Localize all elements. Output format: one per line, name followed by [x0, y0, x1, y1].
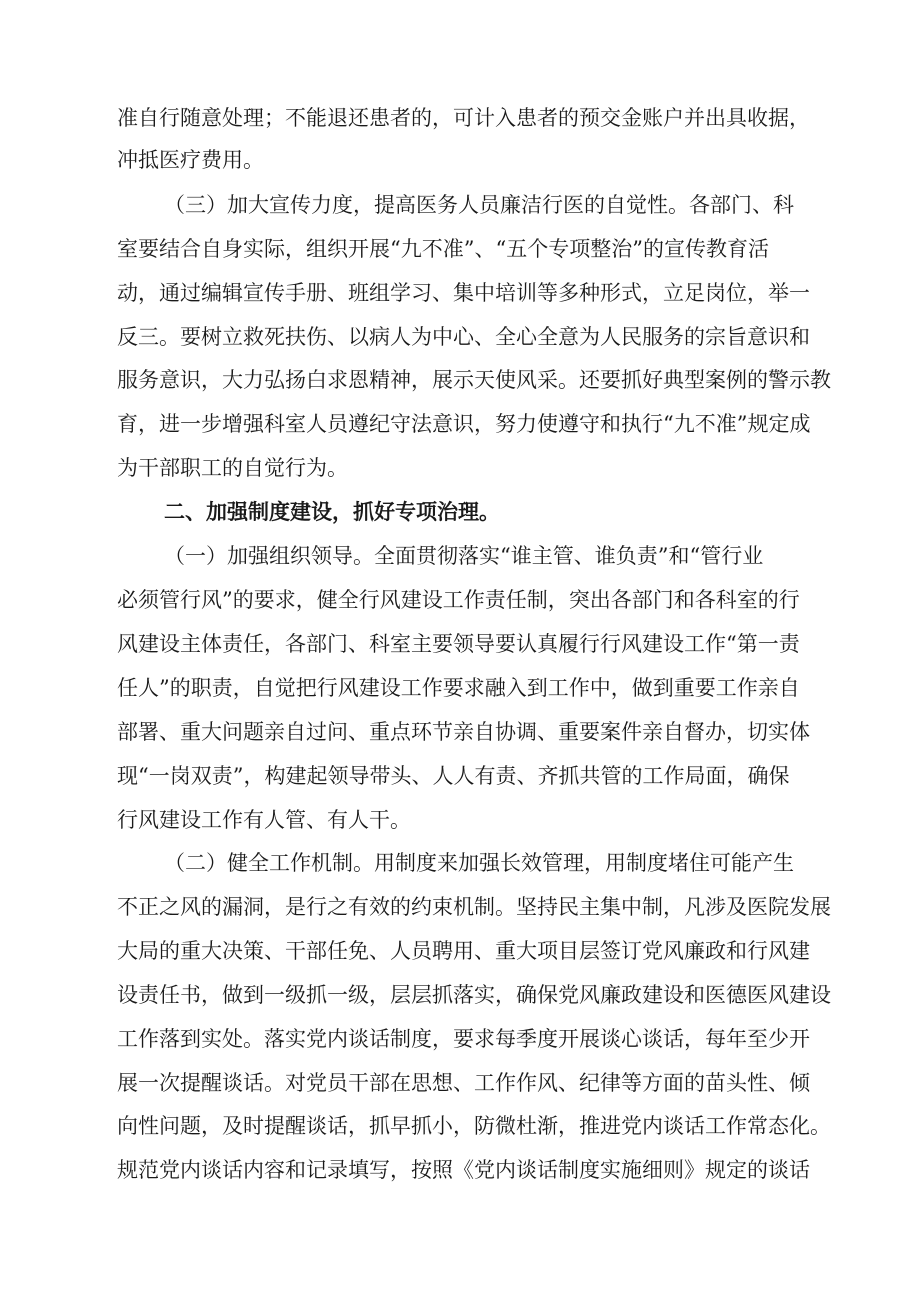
- paragraph-start-line: （一）加强组织领导。全面贯彻落实“谁主管、谁负责”和“管行业: [164, 544, 764, 568]
- body-text-line: 为干部职工的自觉行为。: [117, 456, 348, 480]
- body-text-line: 育，进一步增强科室人员遵纪守法意识，努力使遵守和执行“九不准”规定成: [117, 412, 811, 436]
- body-text-line: 工作落到实处。落实党内谈话制度，要求每季度开展谈心谈话，每年至少开: [117, 1027, 810, 1051]
- body-text-line: 必须管行风”的要求，健全行风建设工作责任制，突出各部门和各科室的行: [117, 588, 800, 612]
- body-text-line: 不正之风的漏洞，是行之有效的约束机制。坚持民主集中制，凡涉及医院发展: [117, 895, 831, 919]
- body-text-line: 服务意识，大力弘扬白求恩精神，展示天使风采。还要抓好典型案例的警示教: [117, 368, 831, 392]
- body-text-line: 大局的重大决策、干部任免、人员聘用、重大项目层签订党风廉政和行风建: [117, 939, 810, 963]
- paragraph-start-line: （三）加大宣传力度，提高医务人员廉洁行医的自觉性。各部门、科: [164, 193, 794, 217]
- body-text-line: 任人”的职责，自觉把行风建设工作要求融入到工作中，做到重要工作亲自: [117, 676, 800, 700]
- body-text-line: 现“一岗双责”，构建起领导带头、人人有责、齐抓共管的工作局面，确保: [117, 764, 790, 788]
- body-text-line: 规范党内谈话内容和记录填写，按照《党内谈话制度实施细则》规定的谈话: [117, 1158, 810, 1182]
- body-text-line: 反三。要树立救死扶伤、以病人为中心、全心全意为人民服务的宗旨意识和: [117, 325, 810, 349]
- body-text-line: 设责任书，做到一级抓一级，层层抓落实，确保党风廉政建设和医德医风建设: [117, 983, 831, 1007]
- body-text-line: 行风建设工作有人管、有人干。: [117, 808, 411, 832]
- section-heading: 二、加强制度建设，抓好专项治理。: [164, 500, 500, 524]
- body-text-line: 准自行随意处理；不能退还患者的，可计入患者的预交金账户并出具收据，: [117, 106, 810, 130]
- body-text-line: 室要结合自身实际，组织开展“九不准”、“五个专项整治”的宣传教育活: [117, 237, 769, 261]
- paragraph-start-line: （二）健全工作机制。用制度来加强长效管理，用制度堵住可能产生: [164, 851, 794, 875]
- body-text-line: 向性问题，及时提醒谈话，抓早抓小，防微杜渐，推进党内谈话工作常态化。: [117, 1114, 831, 1138]
- body-text-line: 展一次提醒谈话。对党员干部在思想、工作作风、纪律等方面的苗头性、倾: [117, 1071, 810, 1095]
- body-text-line: 动，通过编辑宣传手册、班组学习、集中培训等多种形式，立足岗位，举一: [117, 281, 810, 305]
- body-text-line: 风建设主体责任，各部门、科室主要领导要认真履行行风建设工作“第一责: [117, 632, 800, 656]
- body-text-line: 部署、重大问题亲自过问、重点环节亲自协调、重要案件亲自督办，切实体: [117, 720, 810, 744]
- body-text-line: 冲抵医疗费用。: [117, 148, 264, 172]
